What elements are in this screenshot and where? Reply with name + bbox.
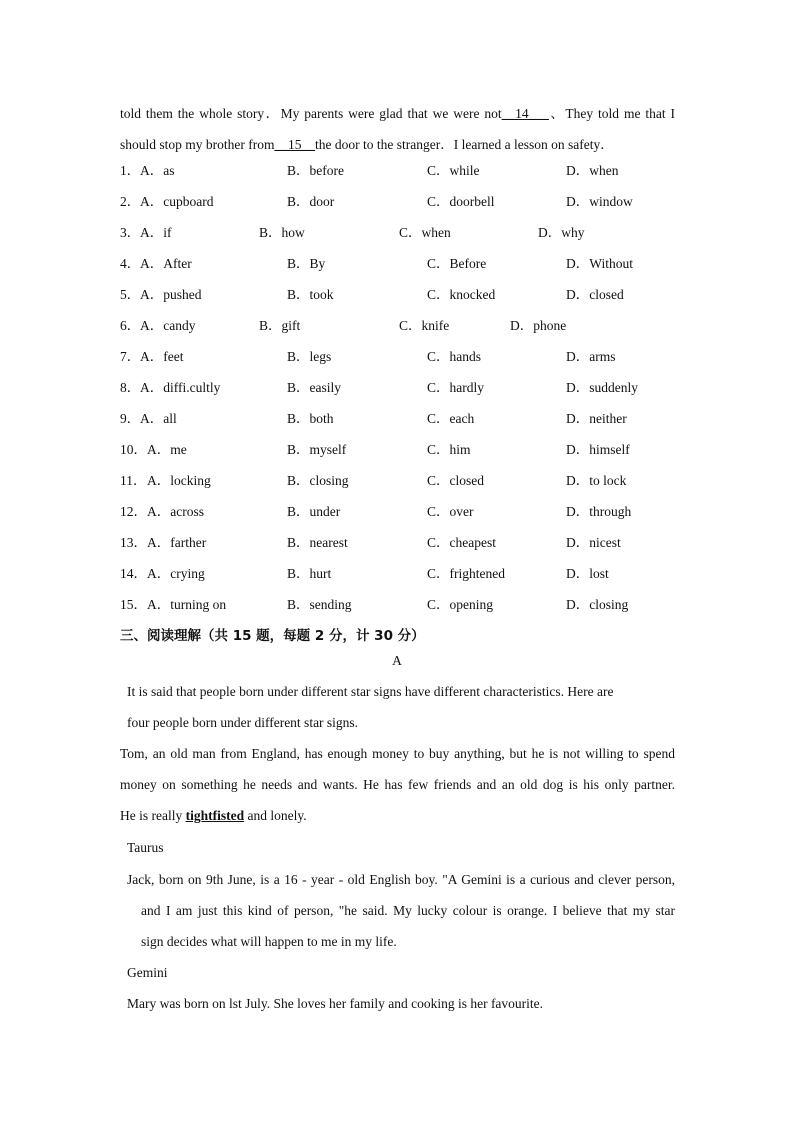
question-number: 1． [120,163,141,178]
question-number: 15． [120,597,147,612]
option-d: D．nicest [566,535,621,550]
option-b: B．hurt [287,566,332,581]
option-b: B．sending [287,597,352,612]
option-d: D．when [566,163,619,178]
passage-text: told them the whole story．My parents were glad that we were not [120,106,502,121]
option-d: D．himself [566,442,630,457]
option-b: B．easily [287,380,341,395]
option-a: A．feet [140,349,184,364]
passage-line-2 [120,136,614,154]
question-number: 13． [120,535,147,550]
tom-line-2: money on something he needs and wants. He has few friends and an old dog is his only partner. [120,777,675,792]
option-b: B．took [287,287,334,302]
option-d: D．closed [566,287,624,302]
option-a: A．all [140,411,177,426]
tom-text: and lonely. [244,808,307,823]
option-c: C．while [427,163,480,178]
option-a: A．pushed [140,287,202,302]
option-b: B．nearest [287,535,348,550]
option-c: C．doorbell [427,194,495,209]
question-number: 10． [120,442,147,457]
option-b: B．before [287,163,344,178]
question-number: 7． [120,349,141,364]
option-c: C．him [427,442,471,457]
question-number: 6． [120,318,141,333]
option-b: B．By [287,256,326,271]
tom-line-1: Tom, an old man from England, has enough money to buy anything, but he is not willing to spend [120,746,675,761]
option-a: A．turning on [147,597,227,612]
question-number: 8． [120,380,141,395]
question-number: 3． [120,225,141,240]
option-b: B．closing [287,473,349,488]
option-c: C．over [427,504,474,519]
option-d: D．why [538,225,585,240]
option-a: A．diffi.cultly [140,380,221,395]
intro-line-1: It is said that people born under different star signs have different characteristics. Here are [127,684,614,699]
option-b: B．legs [287,349,332,364]
blank-14: __14___ [501,106,549,121]
option-a: A．if [140,225,172,240]
option-d: D．through [566,504,632,519]
option-a: A．After [140,256,192,271]
question-number: 11． [120,473,147,488]
option-b: B．under [287,504,341,519]
option-c: C．frightened [427,566,505,581]
option-d: D．arms [566,349,616,364]
option-c: C．closed [427,473,484,488]
blank-15: __15__ [274,137,315,152]
option-a: A．across [147,504,204,519]
keyword-tightfisted: tightfisted [185,808,245,823]
passage-text: the door to the stranger．I learned a lesson on safety． [315,137,614,152]
option-d: D．Without [566,256,633,271]
option-c: C．cheapest [427,535,496,550]
jack-line-3: sign decides what will happen to me in my life. [141,934,397,949]
option-c: C．hands [427,349,481,364]
mary-line-1: Mary was born on lst July. She loves her family and cooking is her favourite. [127,996,544,1011]
intro-line-2: four people born under different star signs. [127,715,359,730]
option-c: C．when [399,225,451,240]
option-b: B．gift [259,318,301,333]
passage-line-1 [120,105,675,123]
question-number: 12． [120,504,147,519]
tom-line-3 [120,807,307,825]
part-label: A [392,653,402,668]
option-d: D．neither [566,411,627,426]
option-a: A．locking [147,473,211,488]
star-sign-gemini: Gemini [127,965,168,980]
star-sign-taurus: Taurus [127,840,164,855]
question-number: 4． [120,256,141,271]
passage-text: 、They told me that I [548,106,675,121]
option-c: C．knocked [427,287,496,302]
option-c: C．Before [427,256,487,271]
option-a: A．as [140,163,175,178]
option-b: B．door [287,194,335,209]
option-a: A．candy [140,318,196,333]
question-number: 9． [120,411,141,426]
option-d: D．phone [510,318,567,333]
jack-line-2: and I am just this kind of person, "he said. My lucky colour is orange. I believe that my star [141,903,675,918]
option-d: D．suddenly [566,380,638,395]
option-d: D．to lock [566,473,627,488]
option-a: A．cupboard [140,194,214,209]
option-c: C．hardly [427,380,484,395]
option-d: D．closing [566,597,629,612]
option-c: C．opening [427,597,493,612]
option-d: D．window [566,194,633,209]
question-number: 14． [120,566,147,581]
passage-text: should stop my brother from [120,137,275,152]
option-a: A．farther [147,535,207,550]
section-heading: 三、阅读理解（共 15 题，每题 2 分，计 30 分） [120,628,425,644]
question-number: 2． [120,194,141,209]
option-b: B．how [259,225,305,240]
option-b: B．myself [287,442,347,457]
option-a: A．crying [147,566,205,581]
option-b: B．both [287,411,334,426]
question-number: 5． [120,287,141,302]
option-d: D．lost [566,566,609,581]
option-a: A．me [147,442,187,457]
option-c: C．knife [399,318,450,333]
jack-line-1: Jack, born on 9th June, is a 16 - year - old English boy. "A Gemini is a curious and clever person, [127,872,675,887]
option-c: C．each [427,411,475,426]
tom-text: He is really [120,808,186,823]
